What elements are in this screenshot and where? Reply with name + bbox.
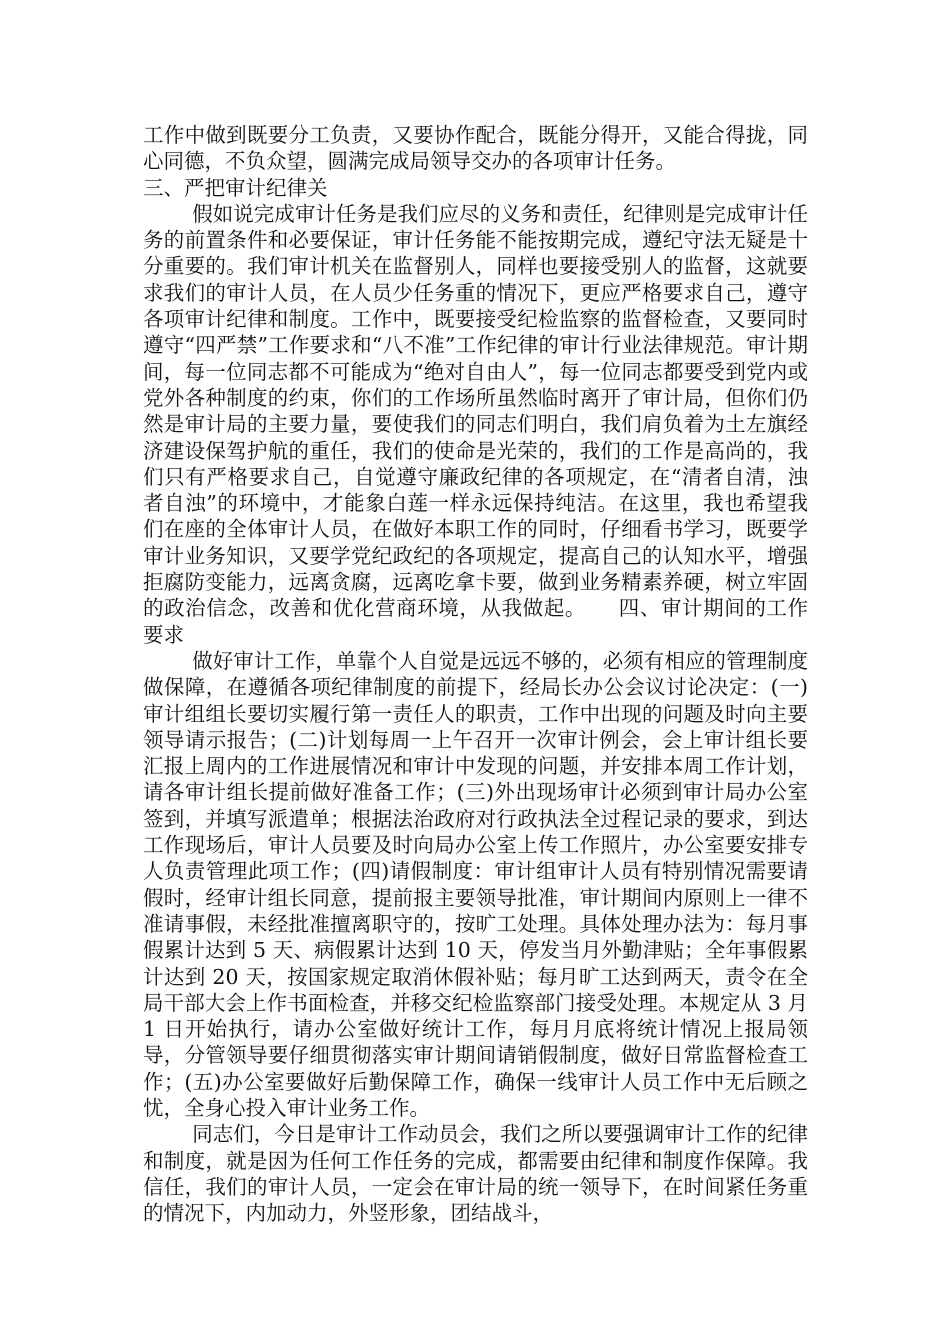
paragraph-discipline-text: 假如说完成审计任务是我们应尽的义务和责任，纪律则是完成审计任务的前置条件和必要保证，审计任务能不能按期完成，遵纪守法无疑是十分重要的。我们审计机关在监督别人，同样也要接受别人的监督，这就要求我们的审计人员，在人员少任务重的情况下，更应严格要求自己，遵守各项审计纪律和制度。工作中，既要接受纪检监察的监督检查，又要同时遵守“四严禁”工作要求和“八不准”工作纪律的审计行业法律规范。审计期间，每一位同志都不可能成为“绝对自由人”，每一位同志都要受到党内或党外各种制度的约束，你们的工作场所虽然临时离开了审计局，但你们仍然是审计局的主要力量，要使我们的同志们明白，我们肩负着为土左旗经济建设保驾护航的重任，我们的使命是光荣的，我们的工作是高尚的，我们只有严格要求自己，自觉遵守廉政纪律的各项规定，在“清者自清，浊者自浊”的环境中，才能象白莲一样永远保持纯洁。在这里，我也希望我们在座的全体审计人员，在做好本职工作的同时，仔细看书学习，既要学审计业务知识，又要学党纪政纪的各项规定，提高自己的认知水平，增强拒腐防变能力，远离贪腐，远离吃拿卡要，做到业务精素养硬，树立牢固的政治信念，改善和优化营商环境，从我做起。 (143, 201, 808, 621)
paragraph-work-requirements: 做好审计工作，单靠个人自觉是远远不够的，必须有相应的管理制度做保障，在遵循各项纪律制度的前提下，经局长办公会议讨论决定：(一)审计组组长要切实履行第一责任人的职责，工作中出现的问题及时向主要领导请示报告；(二)计划每周一上午召开一次审计例会，会上审计组长要汇报上周内的工作进展情况和审计中发现的问题，并安排本周工作计划，请各审计组长提前做好准备工作；(三)外出现场审计必须到审计局办公室签到，并填写派遣单；根据法治政府对行政执法全过程记录的要求，到达工作现场后，审计人员要及时向局办公室上传工作照片，办公室要安排专人负责管理此项工作；(四)请假制度：审计组审计人员有特别情况需要请假时，经审计组长同意，提前报主要领导批准，审计期间内原则上一律不准请事假，未经批准擅离职守的，按旷工处理。具体处理办法为：每月事假累计达到 5 天、病假累计达到 10 天，停发当月外勤津贴；全年事假累计达到 20 天，按国家规定取消休假补贴；每月旷工达到两天，责令在全局干部大会上作书面检查，并移交纪检监察部门接受处理。本规定从 3 月 1 日开始执行，请办公室做好统计工作，每月月底将统计情况上报局领导，分管领导要仔细贯彻落实审计期间请销假制度，做好日常监督检查工作；(五)办公室要做好后勤保障工作，确保一线审计人员工作中无后顾之忧，全身心投入审计业务工作。 (143, 648, 808, 1120)
paragraph-continuation: 工作中做到既要分工负责，又要协作配合，既能分得开，又能合得拢，同心同德，不负众望，圆满完成局领导交办的各项审计任务。 (143, 123, 808, 174)
section-heading-4: 四、审计期间的工作要求 (143, 596, 809, 647)
section-heading-3: 三、严把审计纪律关 (143, 175, 328, 200)
document-page (143, 122, 808, 1226)
paragraph-closing: 同志们，今日是审计工作动员会，我们之所以要强调审计工作的纪律和制度，就是因为任何工作任务的完成，都需要由纪律和制度作保障。我信任，我们的审计人员，一定会在审计局的统一领导下，在时间紧任务重的情况下，内加动力，外竖形象，团结战斗， (143, 1122, 808, 1226)
paragraph-discipline (143, 201, 808, 648)
